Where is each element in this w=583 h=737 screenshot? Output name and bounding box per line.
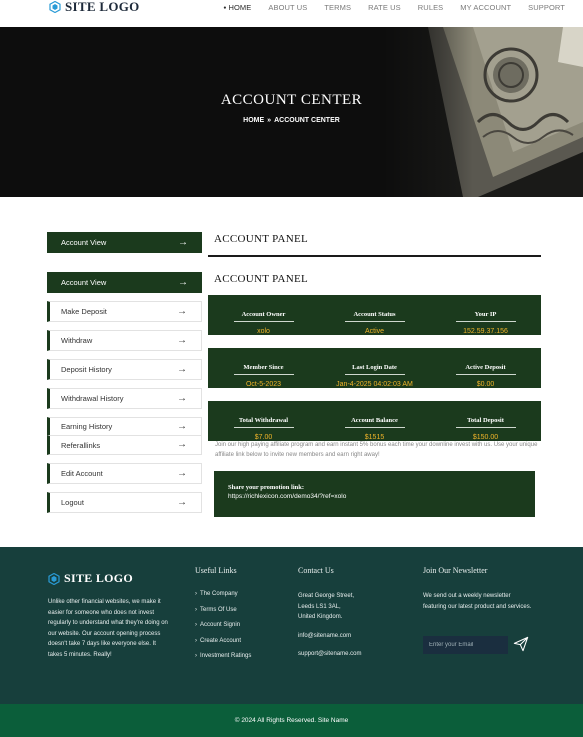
- nav-home[interactable]: ● HOME: [223, 3, 251, 12]
- panel-subheading: ACCOUNT PANEL: [214, 273, 309, 285]
- arrow-right-icon: →: [178, 276, 188, 288]
- stat-value: 152.59.37.156: [463, 328, 508, 335]
- breadcrumb: [0, 117, 583, 124]
- arrow-right-icon: →: [177, 420, 187, 432]
- arrow-right-icon: →: [177, 305, 187, 317]
- address-line: Leeds LS1 3AL,: [298, 603, 341, 610]
- arrow-right-icon: →: [177, 496, 187, 508]
- stat-account-owner: [208, 295, 319, 335]
- sidebar-item-label: Withdraw: [61, 336, 93, 345]
- sidebar-item-label: Deposit History: [61, 365, 112, 374]
- stat-value: Jan-4-2025 04:02:03 AM: [336, 381, 413, 388]
- stat-value: $1515: [364, 434, 385, 441]
- stat-label: Last Login Date: [345, 364, 405, 375]
- hero-banner: [0, 27, 583, 197]
- stat-value: xolo: [257, 328, 270, 335]
- sidebar-item-label: Account View: [61, 238, 107, 247]
- sidebar-item-label: Earning History: [61, 422, 113, 431]
- footer-link-terms-of-use[interactable]: › Terms Of Use: [195, 607, 251, 623]
- sidebar-item-label: Logout: [61, 498, 84, 507]
- footer-link-investment-ratings[interactable]: › Investment Ratings: [195, 653, 251, 669]
- sidebar-item-earning-history[interactable]: [47, 417, 202, 436]
- arrow-right-icon: →: [177, 467, 187, 479]
- site-header: [0, 0, 583, 27]
- stat-value: $7.00: [254, 434, 273, 441]
- stat-member-since: [208, 348, 319, 388]
- promo-link[interactable]: https://richlexicon.com/demo34/?ref=xolo: [228, 493, 347, 500]
- stats-row-3: [208, 401, 541, 441]
- sidebar-item-deposit-history[interactable]: [47, 359, 202, 380]
- footer-link-create-account[interactable]: › Create Account: [195, 638, 251, 654]
- sidebar-item-label: Account View: [61, 278, 107, 287]
- panel-heading: ACCOUNT PANEL: [214, 233, 309, 245]
- stats-row-1: [208, 295, 541, 335]
- stat-label: Active Deposit: [456, 364, 516, 375]
- nav-rules[interactable]: RULES: [417, 3, 444, 12]
- stat-label: Account Owner: [234, 311, 294, 322]
- useful-links-title: Useful Links: [195, 566, 237, 575]
- nav-my-account[interactable]: MY ACCOUNT: [460, 3, 512, 12]
- sidebar-item-label: Referallinks: [61, 440, 101, 450]
- stat-label: Total Withdrawal: [234, 417, 294, 428]
- sidebar-item-label: Edit Account: [61, 469, 103, 478]
- footer-logo[interactable]: [48, 571, 133, 586]
- stat-value: Oct-5-2023: [245, 381, 282, 388]
- nav-support[interactable]: SUPPORT: [528, 3, 565, 12]
- banknote-image: [383, 27, 583, 197]
- stat-label: Your IP: [456, 311, 516, 322]
- sidebar-item-withdraw[interactable]: [47, 330, 202, 351]
- stat-active-deposit: [430, 348, 541, 388]
- footer-about-text: Unlike other financial websites, we make it easier for someone who does not invest regularly to understand what they're doing on our website. Our account opening process doesn't take 7 days like everyone else. It takes 5 minutes. Really!: [48, 599, 168, 658]
- stats-row-2: [208, 348, 541, 388]
- sidebar-item-label: Withdrawal History: [61, 394, 124, 403]
- promotion-link-box: [214, 471, 535, 517]
- sidebar-item-logout[interactable]: [47, 492, 202, 513]
- copyright-bar: © 2024 All Rights Reserved. Site Name: [0, 704, 583, 737]
- affiliate-description: Join our high paying affiliate program and earn instant 5% bonus each time your downline invest with us. Use your unique affiliate link below to invite new members and earn right away!: [215, 442, 538, 458]
- breadcrumb-home[interactable]: HOME: [243, 117, 265, 124]
- site-logo[interactable]: [49, 0, 140, 14]
- nav-rate-us[interactable]: RATE US: [368, 3, 401, 12]
- sidebar-item-edit-account[interactable]: [47, 463, 202, 484]
- footer-link-account-signin[interactable]: › Account Signin: [195, 622, 251, 638]
- stat-value: $0.00: [476, 381, 495, 388]
- logo-text: SITE LOGO: [65, 0, 140, 14]
- newsletter-description: We send out a weekly newsletter featuring our latest product and services.: [423, 593, 532, 610]
- useful-links-list: [195, 591, 251, 669]
- promo-label: Share your promotion link:: [228, 484, 305, 491]
- hexagon-logo-icon: [49, 1, 61, 13]
- paper-plane-icon[interactable]: [513, 636, 529, 652]
- newsletter-email-input[interactable]: [423, 636, 508, 654]
- sidebar-item-referallinks[interactable]: [47, 436, 202, 455]
- address-line: Great George Street,: [298, 593, 355, 599]
- hexagon-logo-icon: [48, 573, 60, 585]
- contact-us-title: Contact Us: [298, 566, 334, 575]
- stat-label: Account Balance: [345, 417, 405, 428]
- contact-email-support[interactable]: support@sitename.com: [298, 651, 362, 657]
- breadcrumb-separator: »: [267, 117, 272, 124]
- footer-link-the-company[interactable]: › The Company: [195, 591, 251, 607]
- stat-label: Total Deposit: [456, 417, 516, 428]
- stat-total-withdrawal: [208, 401, 319, 441]
- breadcrumb-current: ACCOUNT CENTER: [274, 117, 340, 124]
- stat-value: $150.00: [472, 434, 499, 441]
- site-footer: [0, 547, 583, 704]
- address-line: United Kingdom.: [298, 614, 343, 620]
- sidebar-item-make-deposit[interactable]: [47, 301, 202, 322]
- hero-title: ACCOUNT CENTER: [220, 92, 363, 108]
- sidebar-item-label: Make Deposit: [61, 307, 107, 316]
- stat-value: Active: [364, 328, 385, 335]
- stat-your-ip: [430, 295, 541, 335]
- stat-account-balance: [319, 401, 430, 441]
- contact-email-info[interactable]: info@sitename.com: [298, 632, 352, 639]
- stat-account-status: [319, 295, 430, 335]
- arrow-right-icon: →: [177, 392, 187, 404]
- account-view-top-button[interactable]: [47, 232, 202, 253]
- stat-last-login: [319, 348, 430, 388]
- arrow-right-icon: →: [178, 236, 188, 248]
- footer-logo-text: SITE LOGO: [64, 571, 134, 585]
- newsletter-title: Join Our Newsletter: [423, 566, 488, 575]
- main-nav: [206, 3, 565, 12]
- sidebar-item-account-view[interactable]: [47, 272, 202, 293]
- arrow-right-icon: →: [177, 334, 187, 346]
- contact-info: [298, 591, 361, 660]
- nav-about-us[interactable]: ABOUT US: [268, 3, 308, 12]
- arrow-right-icon: →: [177, 363, 187, 375]
- stat-label: Member Since: [234, 364, 294, 375]
- arrow-right-icon: →: [177, 439, 187, 450]
- stat-label: Account Status: [345, 311, 405, 322]
- panel-divider: [208, 255, 541, 257]
- stat-total-deposit: [430, 401, 541, 441]
- nav-terms[interactable]: TERMS: [324, 3, 352, 12]
- sidebar-item-withdrawal-history[interactable]: [47, 388, 202, 409]
